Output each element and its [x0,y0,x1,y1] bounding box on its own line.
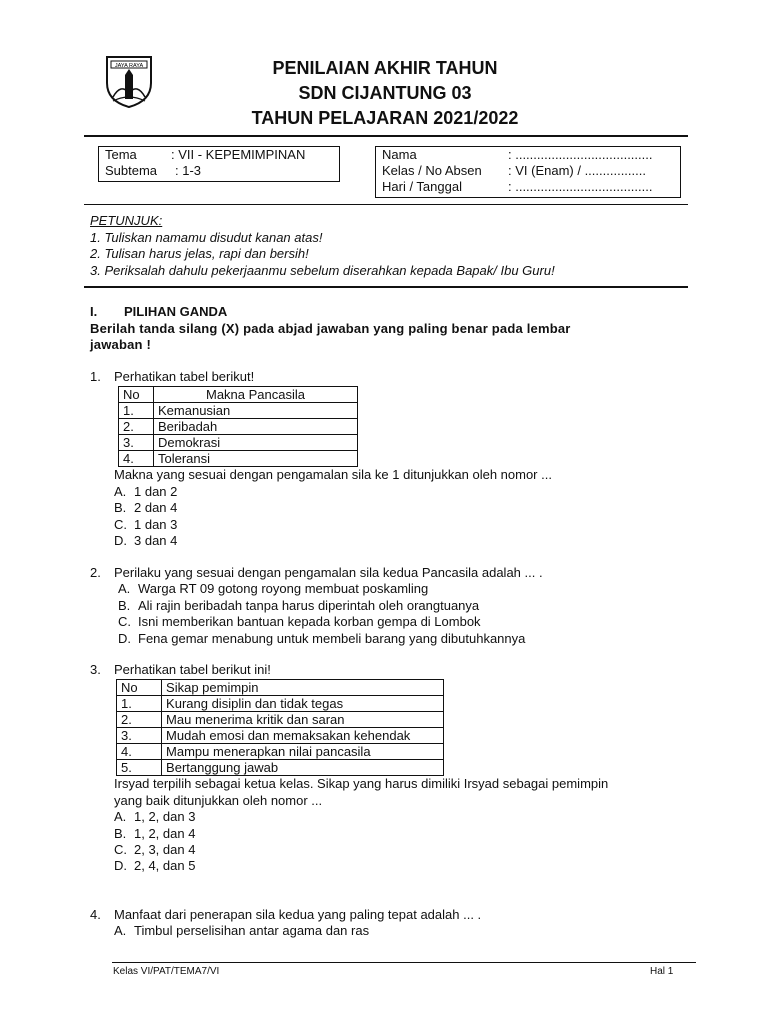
nama-label: Nama [382,147,417,162]
table-cell: Kurang disiplin dan tidak tegas [162,696,444,712]
instructions [90,213,555,279]
option-text: 1, 2, dan 4 [134,825,196,841]
petunjuk-heading: PETUNJUK: [90,213,163,228]
q4-option-a[interactable] [114,923,690,939]
option-text: Warga RT 09 gotong royong membuat poskamling [138,581,429,597]
header-divider [84,135,688,137]
table-cell: Toleransi [154,451,358,467]
table-cell: 1. [119,403,154,419]
identity-box [375,146,681,198]
q1-text: Perhatikan tabel berikut! [114,369,255,384]
option-text: 2, 3, dan 4 [134,842,196,858]
q1-option-b[interactable] [114,500,690,516]
q1-option-d[interactable] [114,533,690,549]
table-row [117,712,444,728]
option-letter: C. [114,516,127,532]
q2-option-d[interactable] [118,631,690,647]
q4-number: 4. [90,907,101,922]
hari-field[interactable]: : ...................................... [508,179,653,194]
subtema-value: : 1-3 [175,163,202,178]
option-letter: B. [114,825,127,841]
table-row [119,451,358,467]
option-text: Isni memberikan bantuan kepada korban gempa di Lombok [138,614,481,630]
option-letter: C. [118,614,131,630]
table-cell: Mau menerima kritik dan saran [162,712,444,728]
option-text: 1 dan 3 [134,516,178,532]
table-cell: 1. [117,696,162,712]
section-heading [90,304,227,320]
table-cell: Mampu menerapkan nilai pancasila [162,744,444,760]
q3-prompt-line-1: Irsyad terpilih sebagai ketua kelas. Sikap yang harus dimiliki Irsyad sebagai pemimpin [114,776,609,792]
nama-field[interactable]: : ...................................... [508,147,653,162]
table-cell: 4. [119,451,154,467]
petunjuk-item-2: 2. Tulisan harus jelas, rapi dan bersih! [90,246,309,261]
option-text: Timbul perselisihan antar agama dan ras [134,923,370,939]
q2-number: 2. [90,565,101,580]
q4-text: Manfaat dari penerapan sila kedua yang paling tepat adalah ... . [114,907,482,922]
title-line-3: TAHUN PELAJARAN 2021/2022 [251,108,519,128]
option-letter: C. [114,842,127,858]
option-letter: B. [114,500,127,516]
q1-option-c[interactable] [114,517,690,533]
q3-number: 3. [90,662,101,677]
q2-option-c[interactable] [118,614,690,630]
hari-label: Hari / Tanggal [382,179,462,194]
question-3 [90,662,690,875]
option-text: 1, 2, dan 3 [134,809,196,825]
logo-text: JAYA RAYA [114,63,144,69]
footer-page: Hal 1 [650,966,674,977]
table-cell: 5. [117,760,162,776]
q3-option-b[interactable] [114,826,690,842]
option-letter: B. [118,597,131,613]
option-letter: A. [114,923,127,939]
q1-table-header-no: No [119,387,154,403]
footer-left: Kelas VI/PAT/TEMA7/VI [113,966,220,977]
table-row [119,403,358,419]
title-line-1: PENILAIAN AKHIR TAHUN [272,58,498,78]
tema-label: Tema [105,147,137,162]
q2-option-a[interactable] [118,581,690,597]
option-letter: A. [114,483,127,499]
option-text: Fena gemar menabung untuk membeli barang yang dibutuhkannya [138,630,526,646]
q1-prompt: Makna yang sesuai dengan pengamalan sila ke 1 ditunjukkan oleh nomor ... [114,467,552,483]
option-text: 2, 4, dan 5 [134,858,196,874]
table-cell: Beribadah [154,419,358,435]
table-row [119,419,358,435]
title-line-2: SDN CIJANTUNG 03 [298,83,472,103]
school-logo [103,53,155,109]
q3-option-c[interactable] [114,842,690,858]
instruction-line-1: Berilah tanda silang (X) pada abjad jawaban yang paling benar pada lembar [90,321,571,336]
kelas-label: Kelas / No Absen [382,163,482,178]
q3-prompt-line-2: yang baik ditunjukkan oleh nomor ... [114,792,323,808]
q2-text: Perilaku yang sesuai dengan pengamalan sila kedua Pancasila adalah ... . [114,565,543,580]
table-row [117,696,444,712]
petunjuk-item-3: 3. Periksalah dahulu pekerjaanmu sebelum diserahkan kepada Bapak/ Ibu Guru! [90,262,555,278]
q1-number: 1. [90,369,101,384]
q3-table [116,679,444,776]
q3-prompt [114,776,690,809]
option-letter: A. [118,581,131,597]
info-divider [84,204,688,205]
option-text: 3 dan 4 [134,533,178,549]
option-text: Ali rajin beribadah tanpa harus diperintah oleh orangtuanya [138,597,480,613]
q3-table-header-sikap: Sikap pemimpin [162,680,444,696]
table-cell: 3. [117,728,162,744]
question-1 [90,369,690,549]
table-cell: Demokrasi [154,435,358,451]
table-cell: Mudah emosi dan memaksakan kehendak [162,728,444,744]
question-4 [90,907,690,940]
table-row [117,728,444,744]
section-title: PILIHAN GANDA [124,304,228,319]
q1-table-header-makna: Makna Pancasila [154,387,358,403]
q3-text: Perhatikan tabel berikut ini! [114,662,271,677]
table-row [117,760,444,776]
table-cell: Bertanggung jawab [162,760,444,776]
option-text: 1 dan 2 [134,483,178,499]
table-row [117,744,444,760]
footer-divider [112,962,696,963]
section-instruction [90,321,571,354]
instruction-line-2: jawaban ! [90,337,152,353]
option-letter: D. [114,533,127,549]
table-cell: Kemanusian [154,403,358,419]
q3-option-a[interactable] [114,809,690,825]
subtema-label: Subtema [105,163,158,178]
table-row [119,435,358,451]
q3-option-d[interactable] [114,858,690,874]
q1-option-a[interactable] [114,484,690,500]
option-letter: A. [114,809,127,825]
section-number: I. [90,304,98,319]
q3-table-header-no: No [117,680,162,696]
question-2 [90,565,690,647]
instructions-divider [84,286,688,288]
petunjuk-item-1: 1. Tuliskan namamu disudut kanan atas! [90,229,323,245]
table-cell: 3. [119,435,154,451]
kelas-field[interactable]: : VI (Enam) / ................. [508,163,646,178]
table-cell: 2. [117,712,162,728]
option-text: 2 dan 4 [134,500,178,516]
option-letter: D. [118,630,131,646]
option-letter: D. [114,858,127,874]
q1-table [118,386,358,467]
tema-box [98,146,340,182]
q2-option-b[interactable] [118,598,690,614]
table-cell: 2. [119,419,154,435]
table-cell: 4. [117,744,162,760]
tema-value: : VII - KEPEMIMPINAN [171,147,306,162]
